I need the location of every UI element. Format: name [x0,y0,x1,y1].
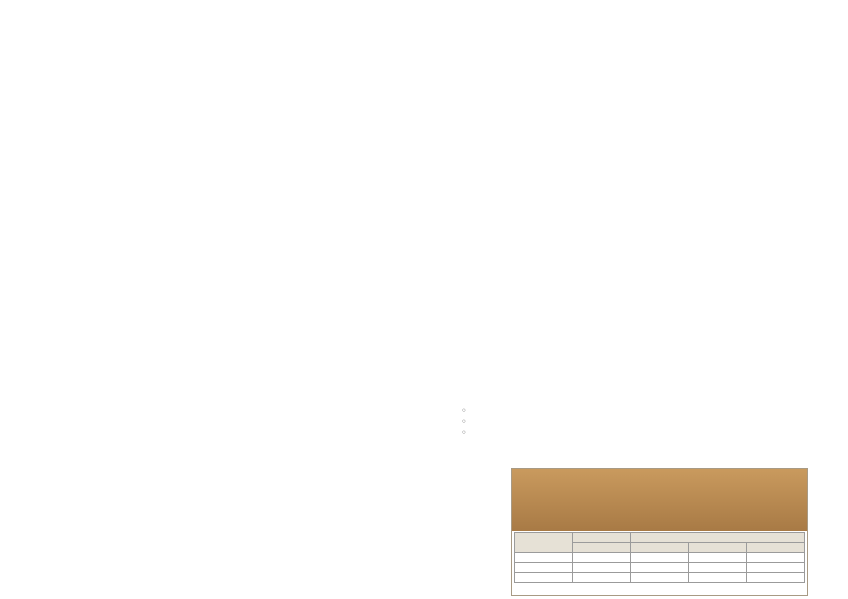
cell-at [747,573,805,583]
cell-o [689,563,747,573]
header-v [631,543,689,553]
circle-bullet-icon: ○ [462,429,466,436]
header-ne [573,543,631,553]
table-row [515,563,805,573]
pyme-table [514,532,805,583]
header-categoria [515,533,573,553]
cell-at [747,553,805,563]
cell-ne [573,573,631,583]
cell-v [631,573,689,583]
cell-v [631,563,689,573]
pyme-criteria-figure [511,468,808,596]
header-at [747,543,805,553]
header-umbral-plantilla [573,533,631,543]
table-row [515,573,805,583]
cell-o [689,553,747,563]
cell-v [631,553,689,563]
table-row [515,553,805,563]
pyme-header-panel [512,469,807,531]
table-header-row [515,533,805,543]
cell-ne [573,563,631,573]
cell-at [747,563,805,573]
cell-o [689,573,747,583]
cell-categoria [515,553,573,563]
header-umbrales-financieros [631,533,805,543]
circle-bullet-icon: ○ [462,407,466,414]
circle-bullet-icon: ○ [462,418,466,425]
cell-categoria [515,563,573,573]
cell-ne [573,553,631,563]
header-o [689,543,747,553]
cell-categoria [515,573,573,583]
